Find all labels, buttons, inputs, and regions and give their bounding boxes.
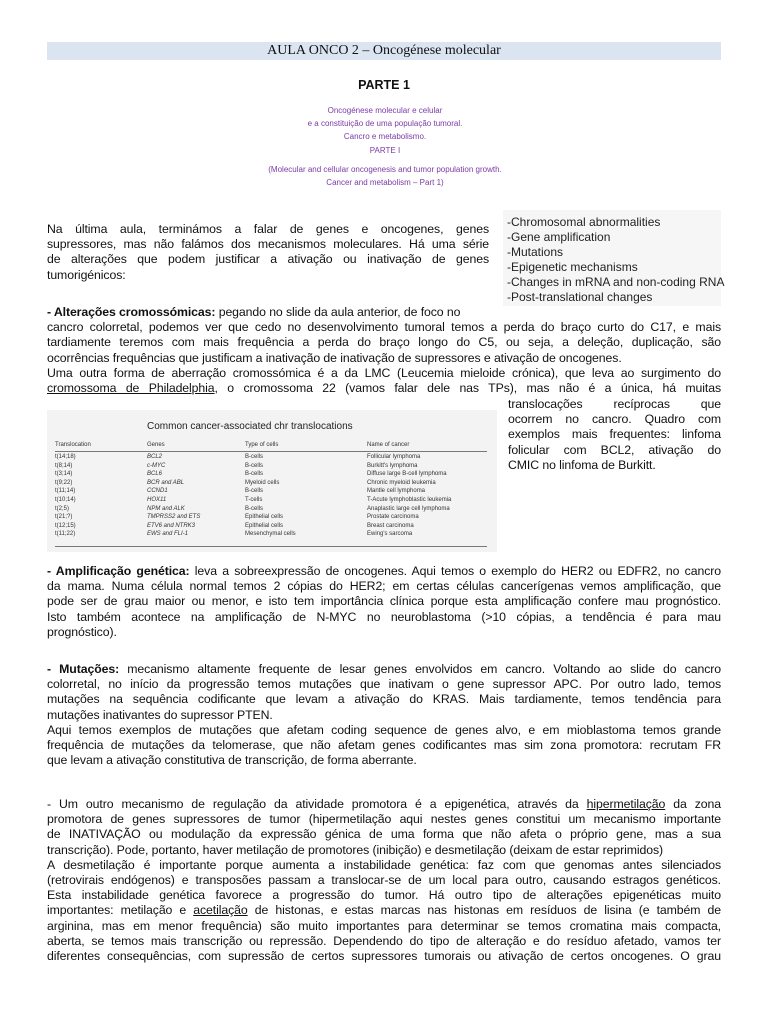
table-row [55, 480, 487, 487]
slide-line: Oncogénese molecular e celular [327, 106, 443, 115]
table-row [55, 514, 487, 521]
table-cell: Ewing's sarcoma [367, 531, 413, 538]
table-cell: B-cells [245, 488, 264, 495]
alteracoes-paragraph: - Alterações cromossómicas: pegando no slide da aula anterior, de foco no cancro colorretal, podemos ver que cedo no desenvolvimento tumoral temos a perda do braço curto do C17, e mais tardiamente teremos com mais frequência a perda do braço longo do C5, ou seja, a deleção, duplicação, são ocorrências frequências que justificam a inativação de inativação de supressores e ativação de oncogenes. Uma outra forma de aberração cromossómica é a da LMC (Leucemia mieloide crónica), que leva ao surgimento do cromossoma de Philadelphia, o cromossoma 22 (vamos falar dele nas TPs), mas não é a única, há muitas [47, 305, 722, 396]
table-cell: Anaplastic large cell lymphoma [367, 505, 450, 512]
amplificacao-label: - Amplificação genética: [47, 564, 190, 578]
table-cell: t(9;22) [55, 479, 73, 486]
translocations-table-image [47, 410, 497, 552]
mechanism-item: -Post-translational changes [507, 290, 653, 304]
table-cell: Prostate carcinoma [367, 514, 419, 521]
table-title: Common cancer-associated chr translocations [147, 421, 353, 432]
table-row [55, 488, 487, 495]
table-cell: Myeloid cells [245, 479, 280, 486]
mechanism-item: -Changes in mRNA and non-coding RNA [507, 275, 725, 289]
table-cell: NPM and ALK [147, 505, 185, 512]
alteracoes-label: - Alterações cromossómicas: [47, 305, 216, 319]
slide-line: e a constituição de uma população tumoral. [307, 119, 463, 129]
philadelphia-link: cromossoma de Philadelphia [47, 381, 215, 396]
table-row [55, 506, 487, 513]
table-cell: ETV6 and NTRK3 [147, 522, 196, 529]
table-cell: B-cells [245, 471, 264, 478]
table-cell: T-Acute lymphoblastic leukemia [367, 497, 452, 503]
table-cell: T-cells [245, 497, 263, 503]
table-cell: Mesenchymal cells [245, 531, 296, 538]
mutacoes-paragraph: - Mutações: mecanismo altamente frequente de lesar genes envolvidos em cancro. Voltando ao slide do cancro colorretal, no início da progressão temos mutações que inativam o gene supressor APC. Por outro lado, temos mutações na sequência codificante que levam a ativação do KRAS. Mais tardiamente, temos tendência para mutações inativantes do supressor PTEN. Aqui temos exemplos de mutações que afetam coding sequence de genes alvo, e em mioblastoma temos grande frequência de mutações da telomerase, que não afetam genes codificantes mas sim zona promotora: recrutam FR que levam a ativação constitutiva de transcrição, de forma aberrante. [47, 662, 722, 768]
table-cell: t(8;14) [55, 462, 73, 469]
table-header-cell: Translocation [55, 442, 91, 448]
table-header-cell: Type of cells [245, 442, 279, 448]
table-cell: B-cells [245, 454, 264, 460]
mechanism-item: -Epigenetic mechanisms [507, 260, 638, 274]
table-header-cell: Name of cancer [367, 442, 410, 448]
table-cell: BCL2 [147, 454, 163, 460]
table-cell: CCND1 [147, 488, 168, 495]
table-cell: t(11;14) [55, 488, 76, 495]
table-cell: HOX11 [147, 497, 167, 503]
table-row [55, 497, 487, 504]
slide-line: Cancer and metabolism – Part 1) [326, 178, 444, 188]
table-cell: BCR and ABL [147, 479, 185, 486]
intro-paragraph: Na última aula, terminámos a falar de genes e oncogenes, genes supressores, mas não falámos dos mecanismos moleculares. Há uma série de alterações que podem justificar a ativação ou inativação de genes tumorigénicos: [47, 222, 489, 282]
hipermetilacao-term: hipermetilação [586, 797, 666, 811]
mechanism-item: -Mutations [507, 245, 564, 259]
table-cell: Epithelial cells [245, 522, 284, 529]
table-cell: t(21;?) [55, 514, 73, 521]
table-row [55, 463, 487, 470]
table-cell: Mantle cell lymphoma [367, 488, 426, 495]
table-header-cell: Genes [147, 442, 165, 448]
table-cell: t(14;18) [55, 454, 76, 460]
table-cell: t(10;14) [55, 497, 76, 503]
page-header: AULA ONCO 2 – Oncogénese molecular [47, 42, 721, 60]
table-cell: Chronic myeloid leukemia [367, 479, 436, 486]
table-cell: Diffuse large B-cell lymphoma [367, 471, 447, 478]
epigenetica-paragraph: - Um outro mecanismo de regulação da atividade promotora é a epigenética, através da hipermetilação da zona promotora de genes supressores de tumor (hipermetilação aqui nestes genes constitui um mecanismo importante de INATIVAÇÃO ou modulação da expressão génica de uma forma que não afeta o próprio gene, mas a sua transcrição). Pode, portanto, haver metilação de promotores (inibição) e desmetilação (deixam de estar reprimidos) A desmetilação é importante porque aumenta a instabilidade genética: faz com que genomas antes silenciados (retrovirais endógenos) e transposões passam a translocar-se de um local para outro, causando estragos genéticos. Esta instabilidade genética favorece a progressão do tumor. Há outro tipo de alterações epigenéticas muito importantes: metilação e acetilação de histonas, e estas marcas nas histonas em resíduos de lisina (e também de arginina, mas em menor frequência) são muito importantes para determinar se temos cromatina mais compacta, aberta, se temos mais transcrição ou repressão. Dependendo do tipo de alteração e do resíduo afetado, vamos ter diferentes consequências, com supressão de certos supressores tumorais ou ativação de certos oncogenes. O grau [47, 797, 721, 964]
table-cell: EWS and FLI-1 [147, 531, 189, 538]
table-cell: t(11;22) [55, 531, 76, 538]
table-row [55, 471, 487, 478]
table-row [55, 523, 487, 530]
table-cell: B-cells [245, 505, 264, 512]
slide-line: (Molecular and cellular oncogenesis and tumor population growth. [268, 164, 502, 174]
slide-line: Cancro e metabolismo. [343, 132, 427, 142]
slide-line: PARTE I [369, 145, 401, 155]
table-row [55, 454, 487, 461]
table-cell: t(2;5) [55, 505, 70, 512]
mechanisms-box [503, 210, 725, 306]
acetilacao-term: acetilação [193, 903, 248, 918]
table-cell: t(3;14) [55, 471, 73, 478]
table-cell: t(12;15) [55, 522, 76, 529]
table-row [55, 531, 487, 538]
table-cell: c-MYC [147, 462, 166, 469]
table-cell: BCL6 [147, 471, 163, 478]
mechanism-item: -Gene amplification [507, 230, 611, 244]
table-cell: B-cells [245, 462, 264, 469]
mechanism-item: -Chromosomal abnormalities [507, 215, 661, 229]
table-cell: Burkitt's lymphoma [367, 462, 418, 469]
slide-image [240, 96, 530, 208]
table-cell: Epithelial cells [245, 514, 284, 521]
mutacoes-label: - Mutações: [47, 662, 120, 676]
part-title: PARTE 1 [358, 78, 410, 92]
table-bottom-rule [55, 546, 487, 547]
table-header-row [55, 439, 487, 452]
translocation-paragraph: translocações recíprocas que ocorrem no cancro. Quadro com exemplos mais frequentes: linfoma folicular com BCL2, ativação do CMIC no linfoma de Burkitt. [508, 397, 721, 472]
table-cell: Breast carcinoma [367, 522, 414, 529]
amplificacao-paragraph: - Amplificação genética: leva a sobreexpressão de oncogenes. Aqui temos o exemplo do HER2 ou EDFR2, no cancro da mama. Numa célula normal temos 2 cópias do HER2; em certas células cancerígenas vemos amplificação, que pode ser de grau maior ou menor, e isto tem importância clínica porque esta amplificação confere mau prognóstico. Isto também acontece na amplificação de N-MYC no neuroblastoma (>10 cópias, a tendência é para mau prognóstico). [47, 564, 721, 639]
table-cell: Follicular lymphoma [367, 454, 421, 460]
table-cell: TMPRSS2 and ETS [147, 514, 201, 521]
